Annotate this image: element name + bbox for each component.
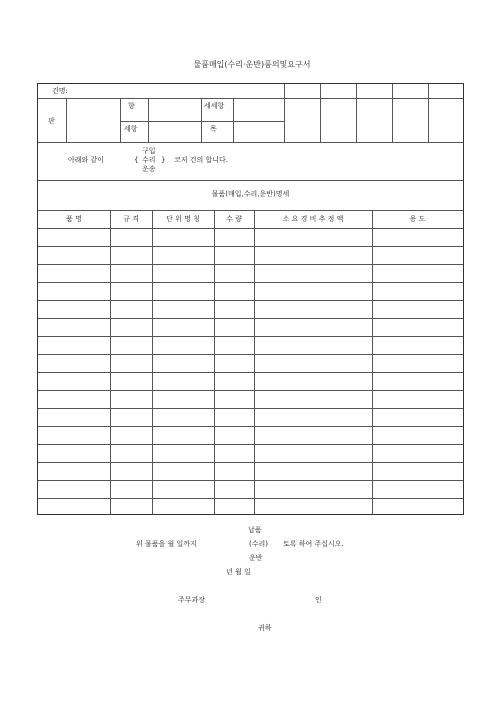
- col-rule-detail: [372, 210, 373, 514]
- request-brace-open: {: [134, 156, 139, 164]
- request-option-buy: 구입: [142, 147, 156, 155]
- footer-seal: 인: [315, 596, 322, 604]
- rule-header-bottom: [38, 142, 463, 143]
- col-header-qty: 수 량: [226, 215, 242, 223]
- row-rule: [38, 246, 463, 247]
- request-tail: 코저 건의 합니다.: [174, 156, 229, 164]
- rule-case: [38, 98, 463, 99]
- row-rule: [38, 426, 463, 427]
- request-option-repair: 수리: [142, 156, 156, 164]
- detail-title: 물품(매입,수리,운반)명세: [211, 190, 290, 198]
- row-rule: [38, 498, 463, 499]
- row-rule: [38, 480, 463, 481]
- request-form: [37, 83, 464, 515]
- case-label: 건명:: [52, 87, 68, 95]
- col-rule-approval: [148, 98, 149, 142]
- approval-sesehang-label: 세세항: [204, 102, 225, 110]
- col-header-unit: 단 위 명 칭: [166, 215, 200, 223]
- footer-transport-word: 운반: [249, 554, 263, 562]
- col-rule-approval: [120, 98, 121, 142]
- document-title: 물품매입(수리·운반)품의및요구서: [193, 60, 311, 69]
- row-rule: [38, 282, 463, 283]
- col-rule-approval: [201, 98, 202, 142]
- footer-repair-word: (수리): [249, 540, 268, 548]
- approval-mok-label: 목: [210, 125, 217, 133]
- row-rule: [38, 444, 463, 445]
- rule-detail-title-bottom: [38, 210, 463, 211]
- col-rule-sign: [428, 84, 429, 142]
- footer-request-tail: 토록 하여 주십시오.: [283, 540, 344, 548]
- col-rule-detail: [152, 210, 153, 514]
- footer-honorific: 귀하: [258, 624, 272, 632]
- request-brace-close: }: [161, 156, 166, 164]
- row-rule: [38, 408, 463, 409]
- rule-approval-mid: [120, 121, 284, 122]
- row-rule: [38, 462, 463, 463]
- row-rule: [38, 336, 463, 337]
- col-rule-sign: [320, 84, 321, 142]
- col-rule-detail: [254, 210, 255, 514]
- row-rule: [38, 300, 463, 301]
- col-rule-approval: [233, 98, 234, 142]
- request-lead: 아래와 같이: [68, 156, 105, 164]
- rule-request-bottom: [38, 180, 463, 181]
- col-header-item: 품 명: [66, 215, 82, 223]
- footer-date: 년 월 일: [226, 568, 251, 576]
- row-rule: [38, 390, 463, 391]
- col-rule-approval: [66, 98, 67, 142]
- footer-delivery-word: 납품: [248, 526, 262, 534]
- col-header-cost: 소 요 경 비 추 정 액: [282, 215, 344, 223]
- row-rule: [38, 264, 463, 265]
- row-rule: [38, 372, 463, 373]
- rule-column-header-bottom: [38, 228, 463, 229]
- approval-label: 판: [48, 117, 55, 125]
- request-option-transport: 운송: [142, 165, 156, 173]
- col-rule-detail: [110, 210, 111, 514]
- row-rule: [38, 318, 463, 319]
- footer-request-sentence: 위 물품을 월 일까지: [136, 540, 197, 548]
- approval-hang-label: 향: [128, 102, 135, 110]
- col-header-spec: 규 격: [123, 215, 139, 223]
- col-rule-detail: [214, 210, 215, 514]
- col-rule-sign: [356, 84, 357, 142]
- approval-sehang-label: 세항: [124, 125, 138, 133]
- row-rule: [38, 354, 463, 355]
- col-rule-sign: [392, 84, 393, 142]
- footer-manager: 주무과장: [178, 596, 206, 604]
- col-header-purpose: 용 도: [409, 215, 426, 223]
- col-rule-sign: [284, 84, 285, 142]
